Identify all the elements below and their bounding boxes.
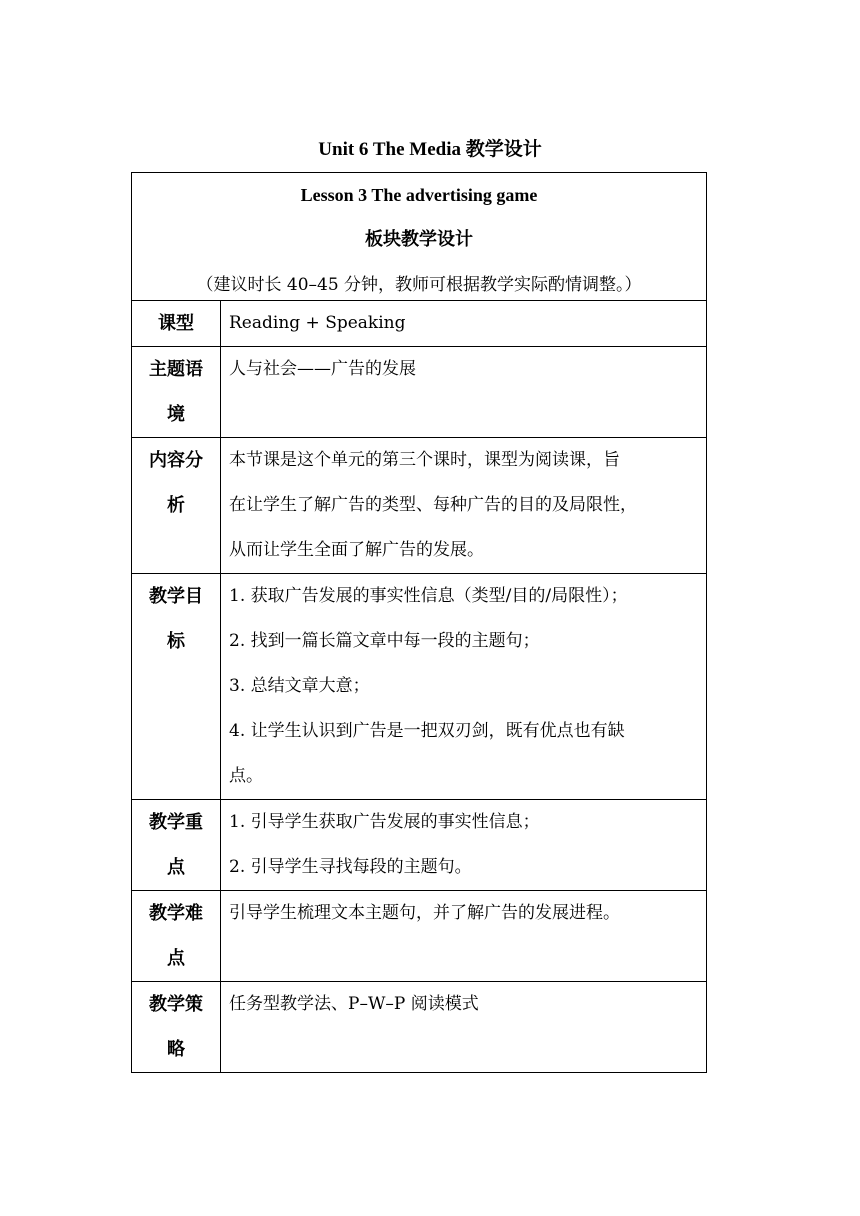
content-line: 3. 总结文章大意；: [229, 676, 370, 696]
table-row: [132, 574, 707, 800]
table-row: [132, 982, 707, 1073]
document-title: Unit 6 The Media 教学设计: [318, 139, 542, 160]
content-line: 在让学生了解广告的类型、每种广告的目的及局限性，: [229, 495, 637, 515]
content-line: 点。: [229, 766, 263, 786]
table-header-cell: [132, 173, 707, 301]
section-title: 板块教学设计: [365, 229, 473, 250]
row-label-teaching-focus: 教学重点: [132, 800, 221, 891]
content-line: 本节课是这个单元的第三个课时，课型为阅读课，旨: [229, 450, 620, 470]
row-content-teaching-difficulty: [221, 891, 707, 982]
row-label-teaching-objectives: 教学目标: [132, 574, 221, 800]
table-row: [132, 800, 707, 891]
content-line: 1. 获取广告发展的事实性信息（类型/目的/局限性）；: [229, 586, 628, 606]
row-content-teaching-focus: [221, 800, 707, 891]
row-label-lesson-type: 课型: [132, 301, 221, 347]
row-label-teaching-strategy: 教学策略: [132, 982, 221, 1073]
row-content-lesson-type: [221, 301, 707, 347]
lesson-title: Lesson 3 The advertising game: [300, 185, 538, 205]
content-line: 2. 找到一篇长篇文章中每一段的主题句；: [229, 631, 540, 651]
table-header-row: [132, 173, 707, 301]
row-label-theme-context: 主题语境: [132, 347, 221, 438]
row-label-content-analysis: 内容分析: [132, 438, 221, 574]
content-line: 人与社会——广告的发展: [229, 359, 416, 379]
table-row: [132, 438, 707, 574]
content-line: 任务型教学法、P–W–P 阅读模式: [229, 994, 479, 1014]
content-line: 从而让学生全面了解广告的发展。: [229, 540, 484, 560]
row-content-teaching-objectives: [221, 574, 707, 800]
content-line: Reading + Speaking: [229, 313, 406, 333]
content-line: 1. 引导学生获取广告发展的事实性信息；: [229, 812, 540, 832]
row-content-teaching-strategy: [221, 982, 707, 1073]
table-row: [132, 891, 707, 982]
row-content-theme-context: [221, 347, 707, 438]
content-line: 引导学生梳理文本主题句，并了解广告的发展进程。: [229, 903, 620, 923]
content-line: 2. 引导学生寻找每段的主题句。: [229, 857, 472, 877]
row-label-teaching-difficulty: 教学难点: [132, 891, 221, 982]
lesson-plan-table: [131, 172, 707, 1073]
table-row: [132, 347, 707, 438]
table-row: [132, 301, 707, 347]
content-line: 4. 让学生认识到广告是一把双刃剑，既有优点也有缺: [229, 721, 625, 741]
row-content-content-analysis: [221, 438, 707, 574]
duration-note: （建议时长 40–45 分钟，教师可根据教学实际酌情调整。）: [196, 275, 642, 295]
